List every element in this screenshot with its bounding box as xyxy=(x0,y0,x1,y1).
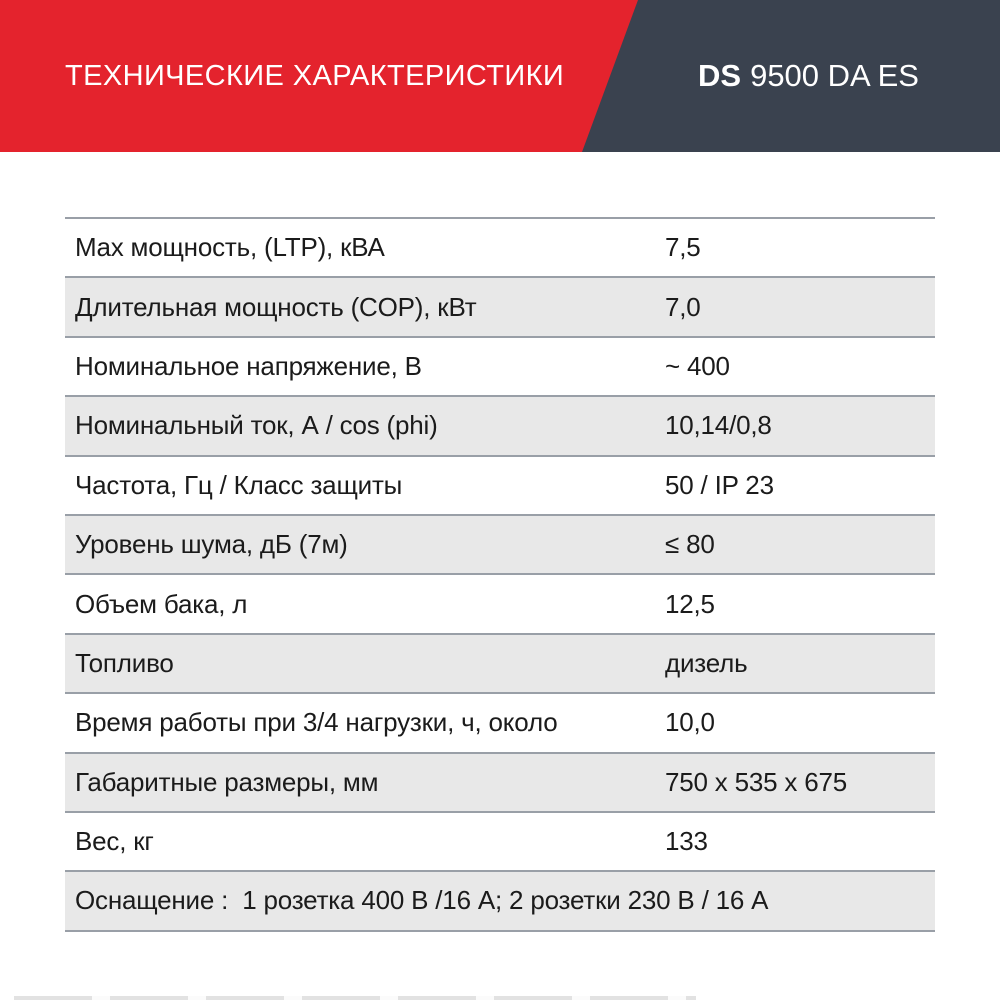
spec-value: 10,14/0,8 xyxy=(665,410,772,441)
table-row xyxy=(65,573,935,632)
spec-value: 133 xyxy=(665,826,708,857)
table-row xyxy=(65,752,935,811)
model-series: DS xyxy=(698,58,742,93)
equipment-text: Оснащение : 1 розетка 400 В /16 А; 2 розетки 230 В / 16 А xyxy=(75,885,769,916)
model-number: 9500 DA ES xyxy=(750,58,919,93)
spec-label: Номинальный ток, А / cos (phi) xyxy=(75,410,438,441)
table-row xyxy=(65,514,935,573)
spec-value: 10,0 xyxy=(665,707,715,738)
spec-label: Вес, кг xyxy=(75,826,154,857)
spec-label: Габаритные размеры, мм xyxy=(75,766,379,797)
table-row xyxy=(65,276,935,335)
spec-label: Топливо xyxy=(75,647,174,678)
table-row xyxy=(65,395,935,454)
spec-value: ≤ 80 xyxy=(665,529,715,560)
header-banner xyxy=(0,0,1000,152)
bottom-dashed-line xyxy=(14,996,696,1000)
spec-label: Уровень шума, дБ (7м) xyxy=(75,529,348,560)
spec-value: 7,0 xyxy=(665,291,701,322)
spec-label: Номинальное напряжение, В xyxy=(75,350,422,381)
spec-value: ~ 400 xyxy=(665,350,730,381)
model-name xyxy=(698,0,919,152)
table-row-equipment xyxy=(65,870,935,929)
spec-value: 750 x 535 x 675 xyxy=(665,766,848,797)
table-row xyxy=(65,455,935,514)
spec-table xyxy=(65,217,935,932)
table-row xyxy=(65,336,935,395)
spec-label: Длительная мощность (COP), кВт xyxy=(75,291,477,322)
spec-value: 7,5 xyxy=(665,232,701,263)
spec-label: Частота, Гц / Класс защиты xyxy=(75,469,403,500)
page-title: ТЕХНИЧЕСКИЕ ХАРАКТЕРИСТИКИ xyxy=(65,59,565,92)
spec-value: дизель xyxy=(665,647,748,678)
spec-label: Время работы при 3/4 нагрузки, ч, около xyxy=(75,707,558,738)
spec-label: Max мощность, (LTP), кВА xyxy=(75,232,385,263)
spec-value: 50 / IP 23 xyxy=(665,469,774,500)
table-row xyxy=(65,692,935,751)
spec-label: Объем бака, л xyxy=(75,588,248,619)
table-row xyxy=(65,217,935,276)
table-row xyxy=(65,633,935,692)
table-row xyxy=(65,811,935,870)
spec-value: 12,5 xyxy=(665,588,715,619)
